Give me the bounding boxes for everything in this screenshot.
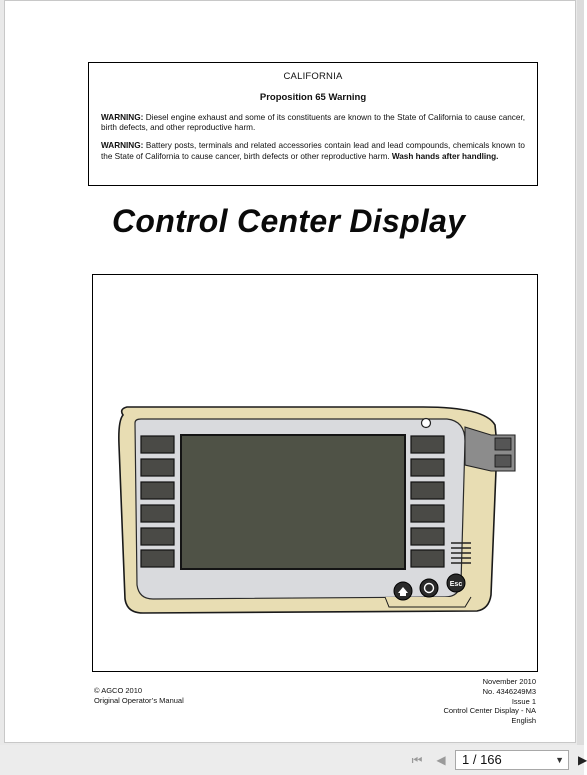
softkey-left-1: [141, 436, 174, 453]
light-sensor: [422, 419, 431, 428]
warning-state: CALIFORNIA: [283, 71, 343, 82]
softkey-right-6: [411, 550, 444, 567]
first-page-button[interactable]: [410, 753, 424, 767]
device-screen: [181, 435, 405, 569]
next-page-button[interactable]: [578, 753, 587, 767]
warning-label-2: WARNING:: [101, 141, 144, 151]
previous-page-button[interactable]: [434, 753, 448, 767]
softkey-right-5: [411, 528, 444, 545]
first-page-icon: ⏮: [411, 753, 423, 767]
footer-language: English: [511, 716, 536, 725]
page-indicator: 1 / 166: [462, 752, 502, 767]
page-selector[interactable]: [455, 750, 569, 770]
device-figure: [92, 274, 538, 672]
document-title: Control Center Display: [112, 203, 466, 239]
softkey-left-2: [141, 459, 174, 476]
control-center-display-illustration: [93, 275, 539, 673]
connector-port-top: [495, 438, 511, 450]
footer-date: November 2010: [482, 677, 536, 686]
esc-label: Esc: [449, 581, 463, 588]
esc-button: [447, 574, 465, 592]
softkey-right-3: [411, 482, 444, 499]
footer-copyright: © AGCO 2010: [94, 686, 143, 695]
footer-issue: Issue 1: [511, 696, 536, 706]
footer-left: [94, 686, 184, 706]
softkey-right-2: [411, 459, 444, 476]
footer-manual: Original Operator’s Manual: [94, 695, 184, 705]
softkey-left-5: [141, 528, 174, 545]
cycle-button: [420, 579, 438, 597]
warning-paragraph-2: [101, 141, 525, 162]
softkey-right-1: [411, 436, 444, 453]
home-button: [394, 582, 412, 600]
footer-product: Control Center Display - NA: [443, 706, 536, 716]
warning-bold-end: Wash hands after handling.: [391, 151, 499, 161]
page-edge: [577, 0, 584, 745]
warning-paragraph-1: [101, 113, 525, 134]
next-page-icon: ▶: [578, 753, 587, 767]
warning-text-1: Diesel engine exhaust and some of its constituents are known to the State of California to cause cancer, birth defects, and other reproductive harm.: [101, 112, 525, 132]
softkey-right-4: [411, 505, 444, 522]
connector-port-bottom: [495, 455, 511, 467]
chevron-down-icon: ▼: [555, 755, 564, 765]
previous-page-icon: ◀: [436, 753, 446, 767]
footer-right: [443, 677, 536, 726]
pdf-toolbar: [0, 745, 587, 775]
warning-label-1: WARNING:: [101, 112, 144, 122]
softkey-left-3: [141, 482, 174, 499]
warning-title: Proposition 65 Warning: [259, 91, 367, 103]
footer-number: No. 4346249M3: [482, 686, 536, 696]
softkey-left-6: [141, 550, 174, 567]
prop65-warning-box: [88, 62, 538, 186]
warning-text-2: Battery posts, terminals and related accessories contain lead and lead compounds, chemicals known to the State of California to cause cancer, birth defects or other reproductive harm.: [101, 141, 525, 161]
softkey-left-4: [141, 505, 174, 522]
